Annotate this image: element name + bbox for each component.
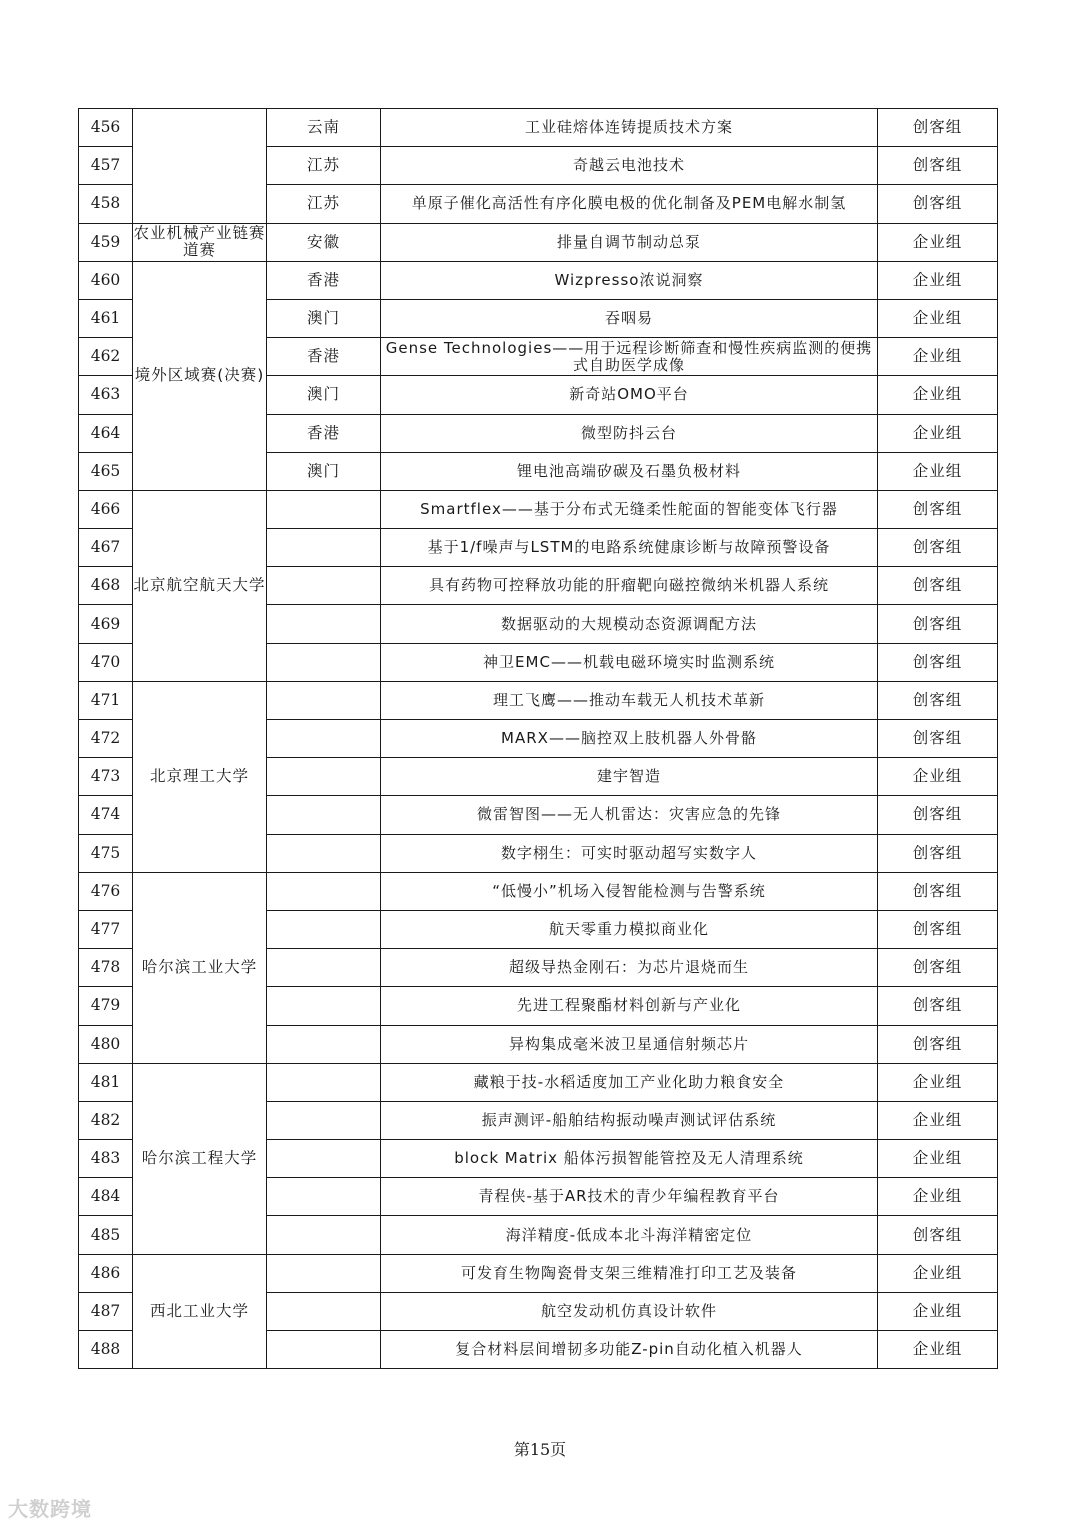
region-cell: 安徽: [267, 223, 381, 261]
serial-cell: 479: [79, 987, 133, 1025]
group-cell: 企业组: [878, 261, 998, 299]
serial-cell: 463: [79, 376, 133, 414]
project-cell-text: 理工飞鹰——推动车载无人机技术革新: [492, 691, 765, 709]
project-cell: [381, 681, 878, 719]
project-cell-text: 锂电池高端矽碳及石墨负极材料: [516, 462, 741, 480]
project-cell-text: Gense Technologies——用于远程诊断筛查和慢性疾病监测的便携式自助医学成像: [385, 339, 873, 374]
project-cell: [381, 567, 878, 605]
project-cell-text: Wizpresso浓说洞察: [554, 271, 704, 289]
region-cell: [267, 1140, 381, 1178]
project-cell-text: 微型防抖云台: [580, 424, 677, 442]
organizer-cell: 哈尔滨工程大学: [133, 1063, 267, 1254]
group-cell: 企业组: [878, 338, 998, 376]
project-cell-text: 单原子催化高活性有序化膜电极的优化制备及PEM电解水制氢: [411, 195, 847, 213]
project-cell-text: 具有药物可控释放功能的肝瘤靶向磁控微纳米机器人系统: [428, 577, 829, 595]
serial-cell: 470: [79, 643, 133, 681]
project-cell-text: 新奇站OMO平台: [569, 386, 689, 404]
serial-cell: 468: [79, 567, 133, 605]
region-cell: [267, 834, 381, 872]
region-cell: 澳门: [267, 299, 381, 337]
serial-cell: 465: [79, 452, 133, 490]
group-cell: 创客组: [878, 567, 998, 605]
region-cell: [267, 490, 381, 528]
project-cell-text: 超级导热金刚石：为芯片退烧而生: [508, 959, 749, 977]
region-cell: [267, 529, 381, 567]
project-cell-text: 异构集成毫米波卫星通信射频芯片: [508, 1035, 749, 1053]
organizer-cell-text: 农业机械产业链赛道赛: [133, 225, 266, 260]
project-cell: [381, 1101, 878, 1139]
project-cell: [381, 1216, 878, 1254]
region-cell: [267, 1063, 381, 1101]
project-cell-text: 建宇智造: [596, 768, 661, 786]
serial-cell: 467: [79, 529, 133, 567]
table-row: [79, 223, 998, 261]
table-row: [79, 261, 998, 299]
project-cell: [381, 490, 878, 528]
project-cell: [381, 338, 878, 376]
project-cell-text: 基于1/f噪声与LSTM的电路系统健康诊断与故障预警设备: [427, 539, 831, 557]
project-cell-text: Smartflex——基于分布式无缝柔性舵面的智能变体飞行器: [420, 500, 838, 518]
project-cell-text: 海洋精度-低成本北斗海洋精密定位: [505, 1226, 753, 1244]
group-cell: 创客组: [878, 529, 998, 567]
project-cell: [381, 1063, 878, 1101]
serial-cell: 472: [79, 720, 133, 758]
group-cell: 企业组: [878, 1101, 998, 1139]
serial-cell: 476: [79, 872, 133, 910]
project-cell: [381, 529, 878, 567]
serial-cell: 485: [79, 1216, 133, 1254]
region-cell: [267, 872, 381, 910]
region-cell: [267, 1025, 381, 1063]
project-cell: [381, 1178, 878, 1216]
group-cell: 创客组: [878, 185, 998, 223]
project-cell-text: 排量自调节制动总泵: [556, 233, 701, 251]
serial-cell: 474: [79, 796, 133, 834]
project-cell-text: 复合材料层间增韧多功能Z-pin自动化植入机器人: [455, 1341, 803, 1359]
serial-cell: 464: [79, 414, 133, 452]
group-cell: 创客组: [878, 490, 998, 528]
serial-cell: 481: [79, 1063, 133, 1101]
region-cell: [267, 643, 381, 681]
region-cell: [267, 1254, 381, 1292]
project-cell-text: 航天零重力模拟商业化: [548, 921, 709, 939]
group-cell: 创客组: [878, 643, 998, 681]
group-cell: 创客组: [878, 872, 998, 910]
serial-cell: 458: [79, 185, 133, 223]
serial-cell: 469: [79, 605, 133, 643]
group-cell: 创客组: [878, 987, 998, 1025]
serial-cell: 456: [79, 109, 133, 147]
region-cell: [267, 1292, 381, 1330]
group-cell: 创客组: [878, 147, 998, 185]
project-cell: [381, 376, 878, 414]
organizer-cell: 西北工业大学: [133, 1254, 267, 1369]
project-cell: [381, 261, 878, 299]
organizer-cell: 北京航空航天大学: [133, 490, 267, 681]
table-body: [79, 109, 998, 1369]
project-cell-text: 可发育生物陶瓷骨支架三维精准打印工艺及装备: [460, 1264, 797, 1282]
serial-cell: 486: [79, 1254, 133, 1292]
region-cell: [267, 1331, 381, 1369]
group-cell: 创客组: [878, 796, 998, 834]
serial-cell: 478: [79, 949, 133, 987]
region-cell: [267, 605, 381, 643]
serial-cell: 475: [79, 834, 133, 872]
serial-cell: 462: [79, 338, 133, 376]
organizer-cell: 哈尔滨工业大学: [133, 872, 267, 1063]
region-cell: [267, 987, 381, 1025]
group-cell: 创客组: [878, 605, 998, 643]
organizer-cell: [133, 109, 267, 224]
project-cell-text: 振声测评-船舶结构振动噪声测试评估系统: [481, 1111, 777, 1129]
serial-cell: 487: [79, 1292, 133, 1330]
project-cell-text: MARX——脑控双上肢机器人外骨骼: [501, 730, 757, 748]
group-cell: 企业组: [878, 223, 998, 261]
table-row: [79, 1063, 998, 1101]
table-row: [79, 681, 998, 719]
project-cell: [381, 1331, 878, 1369]
project-cell: [381, 223, 878, 261]
group-cell: 企业组: [878, 1178, 998, 1216]
serial-cell: 482: [79, 1101, 133, 1139]
region-cell: 云南: [267, 109, 381, 147]
group-cell: 创客组: [878, 1025, 998, 1063]
organizer-cell: [133, 223, 267, 261]
project-cell-text: 数据驱动的大规模动态资源调配方法: [500, 615, 757, 633]
project-cell: [381, 643, 878, 681]
project-cell: [381, 1292, 878, 1330]
project-cell: [381, 949, 878, 987]
group-cell: 创客组: [878, 720, 998, 758]
table-row: [79, 490, 998, 528]
serial-cell: 466: [79, 490, 133, 528]
region-cell: 澳门: [267, 452, 381, 490]
project-table: [78, 108, 998, 1369]
region-cell: [267, 681, 381, 719]
project-cell: [381, 1140, 878, 1178]
group-cell: 企业组: [878, 758, 998, 796]
region-cell: [267, 1216, 381, 1254]
project-cell: [381, 109, 878, 147]
project-cell-text: 青程侠-基于AR技术的青少年编程教育平台: [478, 1188, 780, 1206]
project-cell-text: 奇越云电池技术: [572, 157, 685, 175]
region-cell: 香港: [267, 338, 381, 376]
region-cell: [267, 1101, 381, 1139]
group-cell: 企业组: [878, 299, 998, 337]
group-cell: 创客组: [878, 109, 998, 147]
serial-cell: 457: [79, 147, 133, 185]
project-cell: [381, 1254, 878, 1292]
region-cell: [267, 720, 381, 758]
group-cell: 企业组: [878, 414, 998, 452]
serial-cell: 473: [79, 758, 133, 796]
group-cell: 企业组: [878, 1254, 998, 1292]
project-cell: [381, 872, 878, 910]
organizer-cell: 境外区域赛(决赛): [133, 261, 267, 490]
project-cell-text: “低慢小”机场入侵智能检测与告警系统: [492, 882, 766, 900]
watermark: 大数跨境: [8, 1497, 92, 1521]
region-cell: 澳门: [267, 376, 381, 414]
organizer-cell: 北京理工大学: [133, 681, 267, 872]
table-row: [79, 109, 998, 147]
project-cell: [381, 185, 878, 223]
table-row: [79, 872, 998, 910]
group-cell: 企业组: [878, 1063, 998, 1101]
project-cell: [381, 414, 878, 452]
project-cell: [381, 452, 878, 490]
project-cell-text: 数字栩生：可实时驱动超写实数字人: [500, 844, 757, 862]
serial-cell: 480: [79, 1025, 133, 1063]
serial-cell: 488: [79, 1331, 133, 1369]
serial-cell: 471: [79, 681, 133, 719]
project-cell: [381, 987, 878, 1025]
group-cell: 企业组: [878, 376, 998, 414]
project-cell-text: 神卫EMC——机载电磁环境实时监测系统: [483, 653, 775, 671]
project-cell-text: 工业硅熔体连铸提质技术方案: [524, 119, 733, 137]
table-row: [79, 1254, 998, 1292]
region-cell: 香港: [267, 261, 381, 299]
project-cell: [381, 796, 878, 834]
group-cell: 企业组: [878, 1292, 998, 1330]
serial-cell: 477: [79, 910, 133, 948]
serial-cell: 459: [79, 223, 133, 261]
group-cell: 企业组: [878, 1140, 998, 1178]
region-cell: 香港: [267, 414, 381, 452]
project-cell: [381, 720, 878, 758]
serial-cell: 484: [79, 1178, 133, 1216]
project-cell-text: 吞咽易: [604, 310, 653, 328]
project-cell: [381, 834, 878, 872]
project-cell: [381, 1025, 878, 1063]
region-cell: [267, 758, 381, 796]
serial-cell: 460: [79, 261, 133, 299]
region-cell: [267, 567, 381, 605]
project-cell: [381, 758, 878, 796]
region-cell: [267, 949, 381, 987]
group-cell: 创客组: [878, 910, 998, 948]
project-cell-text: 藏粮于技-水稻适度加工产业化助力粮食安全: [473, 1073, 785, 1091]
project-cell-text: 先进工程聚酯材料创新与产业化: [516, 997, 741, 1015]
region-cell: [267, 796, 381, 834]
project-cell: [381, 147, 878, 185]
group-cell: 创客组: [878, 1216, 998, 1254]
group-cell: 创客组: [878, 949, 998, 987]
serial-cell: 461: [79, 299, 133, 337]
project-cell-text: 微雷智图——无人机雷达：灾害应急的先锋: [476, 806, 781, 824]
project-cell: [381, 299, 878, 337]
project-cell: [381, 910, 878, 948]
page-number: 第15页: [513, 1440, 567, 1459]
serial-cell: 483: [79, 1140, 133, 1178]
region-cell: [267, 910, 381, 948]
group-cell: 企业组: [878, 452, 998, 490]
region-cell: 江苏: [267, 147, 381, 185]
region-cell: [267, 1178, 381, 1216]
group-cell: 企业组: [878, 1331, 998, 1369]
group-cell: 创客组: [878, 681, 998, 719]
project-cell-text: block Matrix 船体污损智能管控及无人清理系统: [454, 1150, 804, 1168]
project-cell: [381, 605, 878, 643]
region-cell: 江苏: [267, 185, 381, 223]
project-cell-text: 航空发动机仿真设计软件: [540, 1302, 717, 1320]
group-cell: 创客组: [878, 834, 998, 872]
